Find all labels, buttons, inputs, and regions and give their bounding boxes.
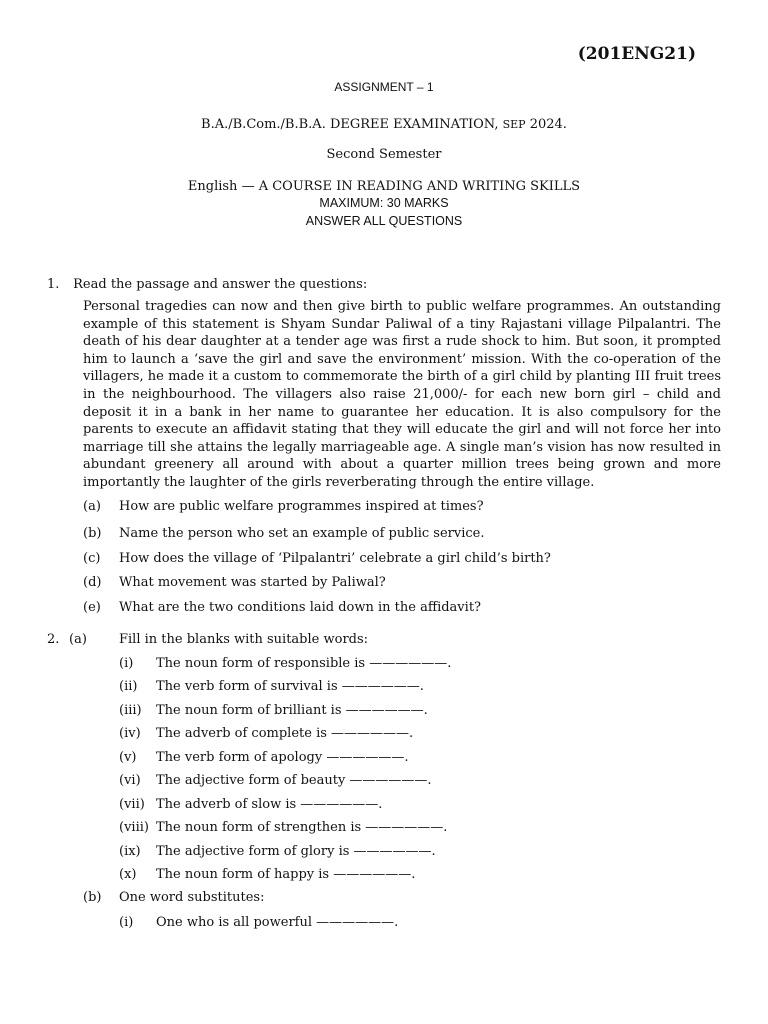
item-label: (vi) (119, 773, 141, 788)
exam-month: SEP (502, 118, 526, 131)
item-text: The noun form of brilliant is ——————. (156, 703, 428, 718)
paper-code: (201ENG21) (577, 44, 696, 64)
question-prompt: Read the passage and answer the questions: (73, 277, 368, 292)
question-number: 2. (47, 632, 60, 647)
fill-blank-item (119, 726, 413, 741)
fill-blank-item (119, 679, 424, 694)
item-label: (ix) (119, 844, 141, 859)
q1-subquestion (83, 499, 484, 514)
item-text: One who is all powerful ——————. (156, 915, 399, 930)
substitute-item (119, 915, 398, 930)
fill-blank-item (119, 820, 447, 835)
assignment-title: ASSIGNMENT – 1 (334, 80, 434, 94)
item-label: (iii) (119, 703, 142, 718)
subquestion-text: Name the person who set an example of public service. (119, 526, 485, 541)
item-text: The noun form of responsible is ——————. (156, 656, 452, 671)
item-text: The noun form of strengthen is ——————. (156, 820, 448, 835)
item-label: (vii) (119, 797, 145, 812)
fill-blank-item (119, 844, 436, 859)
item-text: The adverb of slow is ——————. (156, 797, 383, 812)
course-title: English — A COURSE IN READING AND WRITING SKILLS (187, 179, 581, 194)
subquestion-text: How are public welfare programmes inspired at times? (119, 499, 484, 514)
item-text: The verb form of apology ——————. (156, 750, 409, 765)
q1-subquestion (83, 575, 386, 590)
item-label: (ii) (119, 679, 138, 694)
q1-subquestion (83, 526, 484, 541)
part-label: (a) (69, 632, 87, 647)
subquestion-text: How does the village of ‘Pilpalantri’ celebrate a girl child’s birth? (119, 551, 551, 566)
question-2-heading (47, 632, 368, 647)
q1-subquestion (83, 600, 481, 615)
item-text: The noun form of happy is ——————. (156, 867, 416, 882)
instruction: ANSWER ALL QUESTIONS (305, 214, 463, 228)
part-prompt: One word substitutes: (119, 890, 265, 905)
subquestion-text: What movement was started by Paliwal? (119, 575, 386, 590)
question-number: 1. (47, 277, 60, 292)
fill-blank-item (119, 750, 408, 765)
item-text: The adverb of complete is ——————. (156, 726, 414, 741)
part-label: (b) (83, 890, 102, 905)
passage: Personal tragedies can now and then give birth to public welfare programmes. An outstanding example of this statement is Shyam Sundar Paliwal of a tiny Rajastani village Pilpalantri. The death of his dear daughter at a tender age was first a rude shock to him. But soon, it prompted him to launch a ‘save the girl and save the environment’ mission. With the co-operation of the villagers, he made it a custom to commemorate the birth of a girl child by planting III fruit trees in the neighbourhood. The villagers also raise 21,000/- for each new born girl – child and deposit it in a bank in her name to guarantee her education. It is also compulsory for the parents to execute an affidavit stating that they will educate the girl and will not force her into marriage till she attains the legally marriageable age. A single man’s vision has now resulted in abundant greenery all around with about a quarter million trees being grown and more importantly the laughter of the girls reverberating through the entire village. (83, 299, 721, 490)
fill-blank-item (119, 797, 382, 812)
exam-main: B.A./B.Com./B.B.A. DEGREE EXAMINATION, (201, 117, 499, 132)
item-label: (viii) (119, 820, 149, 835)
item-label: (iv) (119, 726, 141, 741)
item-text: The verb form of survival is ——————. (156, 679, 424, 694)
subquestion-label: (a) (83, 499, 101, 514)
fill-blank-item (119, 867, 415, 882)
item-label: (i) (119, 915, 134, 930)
part-prompt: Fill in the blanks with suitable words: (119, 632, 369, 647)
maximum-marks: MAXIMUM: 30 MARKS (319, 196, 449, 210)
item-label: (v) (119, 750, 137, 765)
question-1-heading (47, 277, 367, 292)
exam-title (0, 117, 768, 132)
item-text: The adjective form of beauty ——————. (156, 773, 432, 788)
item-text: The adjective form of glory is ——————. (156, 844, 436, 859)
fill-blank-item (119, 656, 451, 671)
subquestion-label: (e) (83, 600, 101, 615)
item-label: (i) (119, 656, 134, 671)
subquestion-label: (c) (83, 551, 101, 566)
semester: Second Semester (326, 147, 442, 162)
subquestion-label: (b) (83, 526, 102, 541)
fill-blank-item (119, 703, 428, 718)
item-label: (x) (119, 867, 137, 882)
subquestion-label: (d) (83, 575, 102, 590)
subquestion-text: What are the two conditions laid down in the affidavit? (119, 600, 482, 615)
exam-year: 2024. (529, 117, 567, 132)
part-b-heading (83, 890, 264, 905)
q1-subquestion (83, 551, 551, 566)
fill-blank-item (119, 773, 432, 788)
